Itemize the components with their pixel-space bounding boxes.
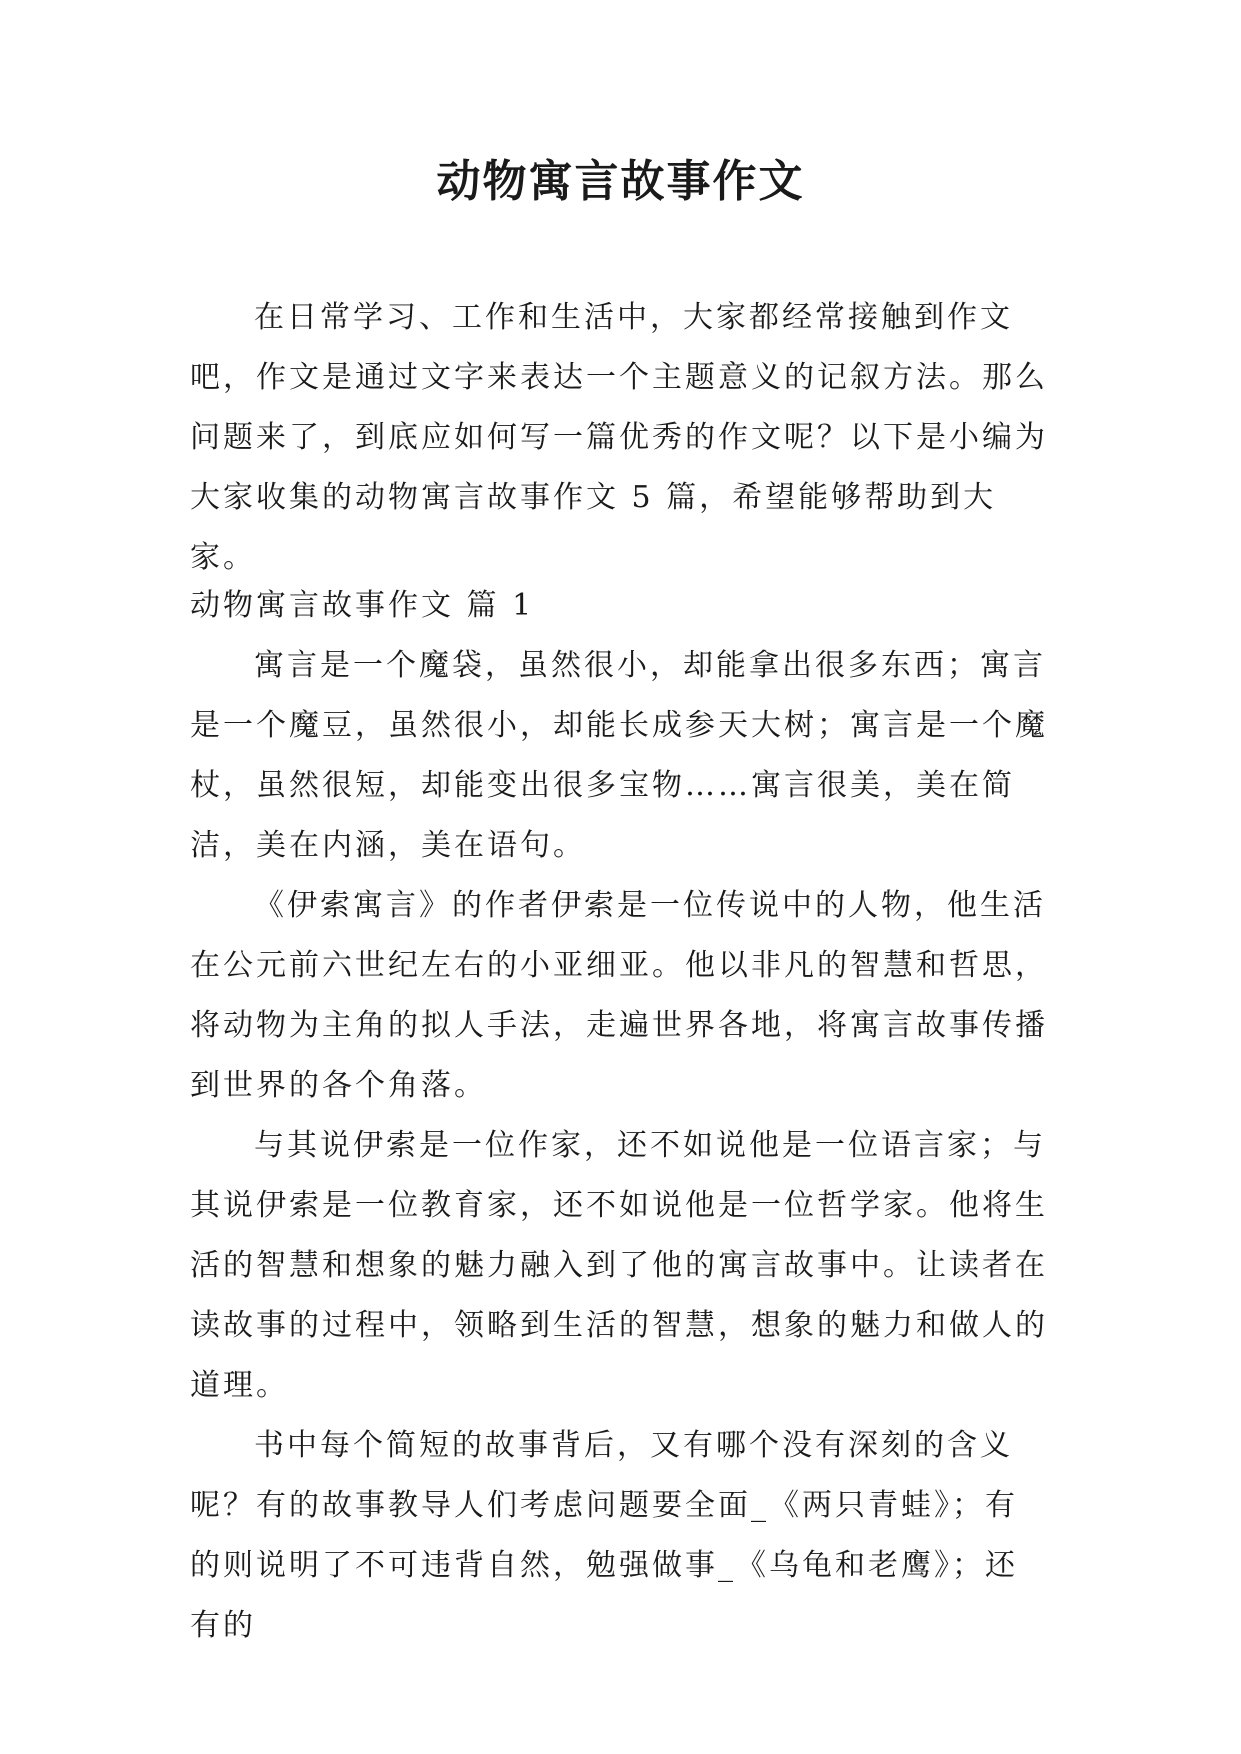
paragraph: 《伊索寓言》的作者伊索是一位传说中的人物，他生活在公元前六世纪左右的小亚细亚。他以非凡的智慧和哲思，将动物为主角的拟人手法，走遍世界各地，将寓言故事传播到世界的各个角落。 (190, 888, 1048, 1103)
section-heading: 动物寓言故事作文 篇 1 (190, 588, 535, 623)
section-1 (190, 576, 1048, 1656)
intro-paragraph: 在日常学习、工作和生活中，大家都经常接触到作文吧，作文是通过文字来表达一个主题意义的记叙方法。那么问题来了，到底应如何写一篇优秀的作文呢？以下是小编为大家收集的动物寓言故事作文 5 篇，希望能够帮助到大家。 (190, 300, 1048, 575)
document-title: 动物寓言故事作文 (436, 156, 805, 207)
paragraph: 与其说伊索是一位作家，还不如说他是一位语言家；与其说伊索是一位教育家，还不如说他是一位哲学家。他将生活的智慧和想象的魅力融入到了他的寓言故事中。让读者在读故事的过程中，领略到生活的智慧，想象的魅力和做人的道理。 (190, 1128, 1048, 1403)
paragraph: 寓言是一个魔袋，虽然很小，却能拿出很多东西；寓言是一个魔豆，虽然很小，却能长成参天大树；寓言是一个魔杖，虽然很短，却能变出很多宝物……寓言很美，美在简洁，美在内涵，美在语句。 (190, 648, 1048, 863)
paragraph: 书中每个简短的故事背后，又有哪个没有深刻的含义呢？有的故事教导人们考虑问题要全面_《两只青蛙》；有的则说明了不可违背自然，勉强做事_《乌龟和老鹰》；还有的 (190, 1428, 1018, 1643)
